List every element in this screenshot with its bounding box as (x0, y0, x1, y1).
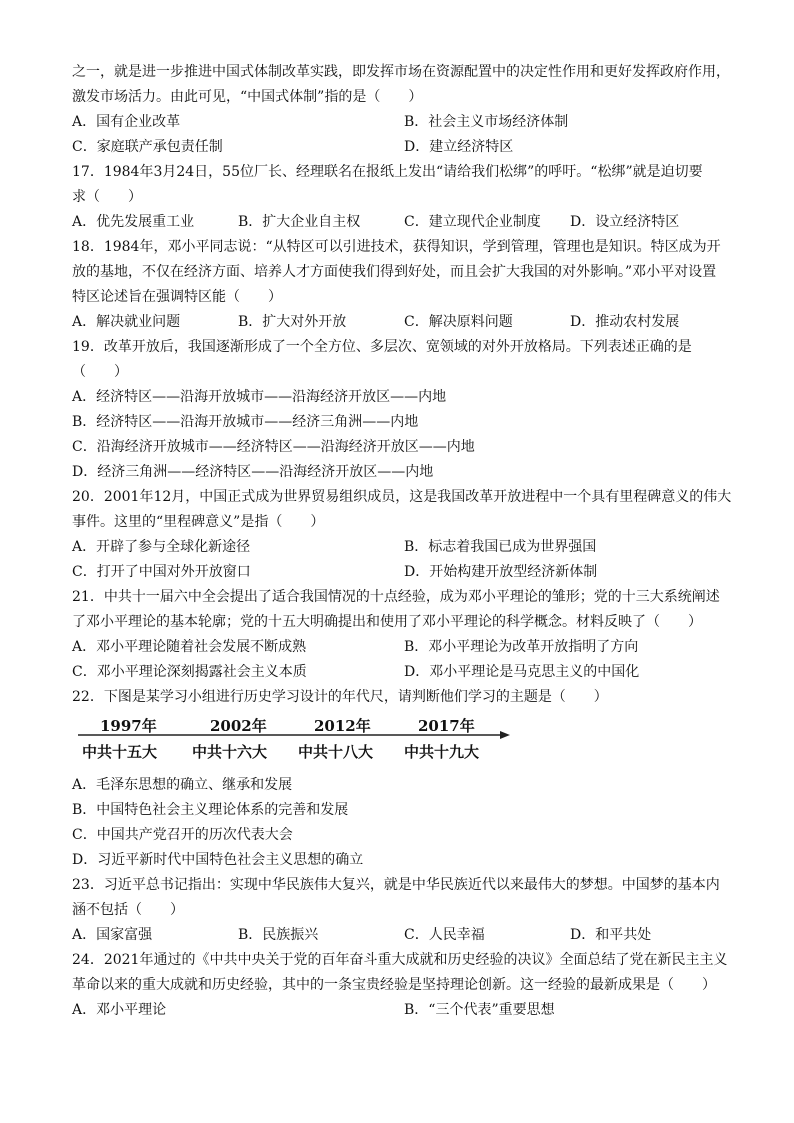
timeline-event: 中共十六大 (192, 743, 268, 761)
timeline-event: 中共十五大 (82, 743, 158, 761)
option-b: B．标志着我国已成为世界强国 (404, 539, 597, 555)
timeline-year: 2017年 (418, 717, 475, 735)
option-b: B．邓小平理论为改革开放指明了方向 (404, 639, 639, 655)
option-a: A．邓小平理论随着社会发展不断成熟 (72, 639, 307, 655)
question-21: 21．中共十一届六中全会提出了适合我国情况的十点经验，成为邓小平理论的雏形；党的十三大系统阐述 (72, 589, 720, 605)
option-b: B．扩大对外开放 (238, 314, 347, 330)
question-17: 17．1984年3月24日，55位厂长、经理联名在报纸上发出“请给我们松绑”的呼吁。“松绑”就是迫切要 (72, 164, 703, 180)
option-d: D．设立经济特区 (570, 214, 680, 230)
question-text: 之一，就是进一步推进中国式体制改革实践，即发挥市场在资源配置中的决定性作用和更好发挥政府作用， (72, 64, 730, 80)
option-b: B．中国特色社会主义理论体系的完善和发展 (72, 802, 349, 818)
timeline-event: 中共十八大 (298, 743, 374, 761)
option-a: A．开辟了参与全球化新途径 (72, 539, 251, 555)
question-text: 事件。这里的“里程碑意义”是指（ ） (72, 514, 325, 530)
option-c: C．打开了中国对外开放窗口 (72, 564, 251, 580)
arrow-right-icon (500, 731, 510, 739)
option-d: D．习近平新时代中国特色社会主义思想的确立 (72, 852, 364, 868)
option-d: D．和平共处 (570, 927, 652, 943)
option-c: C．邓小平理论深刻揭露社会主义本质 (72, 664, 307, 680)
option-d: D．推动农村发展 (570, 314, 680, 330)
timeline-event: 中共十九大 (404, 743, 480, 761)
question-text: 革命以来的重大成就和历史经验，其中的一条宝贵经验是坚持理论创新。这一经验的最新成果是（ ） (72, 977, 716, 993)
option-c: C．家庭联产承包责任制 (72, 139, 223, 155)
option-a: A．毛泽东思想的确立、继承和发展 (72, 777, 293, 793)
timeline-ruler (78, 711, 510, 761)
option-a: A．优先发展重工业 (72, 214, 195, 230)
option-a: A．邓小平理论 (72, 1002, 167, 1018)
option-a: A．国家富强 (72, 927, 153, 943)
question-text: 了邓小平理论的基本轮廓；党的十五大明确提出和使用了邓小平理论的科学概念。材料反映了（ ） (72, 614, 702, 630)
question-text: 涵不包括（ ） (72, 902, 184, 918)
option-b: B．民族振兴 (238, 927, 319, 943)
option-d: D．建立经济特区 (404, 139, 514, 155)
option-c: C．建立现代企业制度 (404, 214, 541, 230)
question-24: 24．2021年通过的《中共中央关于党的百年奋斗重大成就和历史经验的决议》全面总结了党在新民主主义 (72, 952, 728, 968)
option-d: D．经济三角洲——经济特区——沿海经济开放区——内地 (72, 464, 434, 480)
question-22: 22．下图是某学习小组进行历史学习设计的年代尺，请判断他们学习的主题是（ ） (72, 689, 608, 705)
question-text: 激发市场活力。由此可见，“中国式体制”指的是（ ） (72, 89, 423, 105)
option-b: B．扩大企业自主权 (238, 214, 361, 230)
option-b: B．经济特区——沿海开放城市——经济三角洲——内地 (72, 414, 419, 430)
option-c: C．中国共产党召开的历次代表大会 (72, 827, 293, 843)
question-19: 19．改革开放后，我国逐渐形成了一个全方位、多层次、宽领域的对外开放格局。下列表述正确的是 (72, 339, 692, 355)
timeline-year: 2002年 (210, 717, 267, 735)
option-c: C．解决原料问题 (404, 314, 513, 330)
option-a: A．解决就业问题 (72, 314, 181, 330)
question-23: 23．习近平总书记指出：实现中华民族伟大复兴，就是中华民族近代以来最伟大的梦想。中国梦的基本内 (72, 877, 720, 893)
timeline-year: 1997年 (100, 717, 157, 735)
option-d: D．邓小平理论是马克思主义的中国化 (404, 664, 640, 680)
question-18: 18．1984年，邓小平同志说：“从特区可以引进技术，获得知识，学到管理，管理也是知识。特区成为开 (72, 239, 721, 255)
question-20: 20．2001年12月，中国正式成为世界贸易组织成员，这是我国改革开放进程中一个具有里程碑意义的伟大 (72, 489, 732, 505)
question-text: 求（ ） (72, 189, 142, 205)
option-d: D．开始构建开放型经济新体制 (404, 564, 598, 580)
option-a: A．国有企业改革 (72, 114, 181, 130)
option-b: B．社会主义市场经济体制 (404, 114, 569, 130)
option-b: B．“三个代表”重要思想 (404, 1002, 555, 1018)
timeline-year: 2012年 (314, 717, 371, 735)
question-text: 放的基地，不仅在经济方面、培养人才方面使我们得到好处，而且会扩大我国的对外影响。”邓小平对设置 (72, 264, 717, 280)
question-text: （ ） (72, 364, 128, 380)
option-c: C．沿海经济开放城市——经济特区——沿海经济开放区——内地 (72, 439, 475, 455)
option-a: A．经济特区——沿海开放城市——沿海经济开放区——内地 (72, 389, 447, 405)
option-c: C．人民幸福 (404, 927, 485, 943)
question-text: 特区论述旨在强调特区能（ ） (72, 289, 282, 305)
